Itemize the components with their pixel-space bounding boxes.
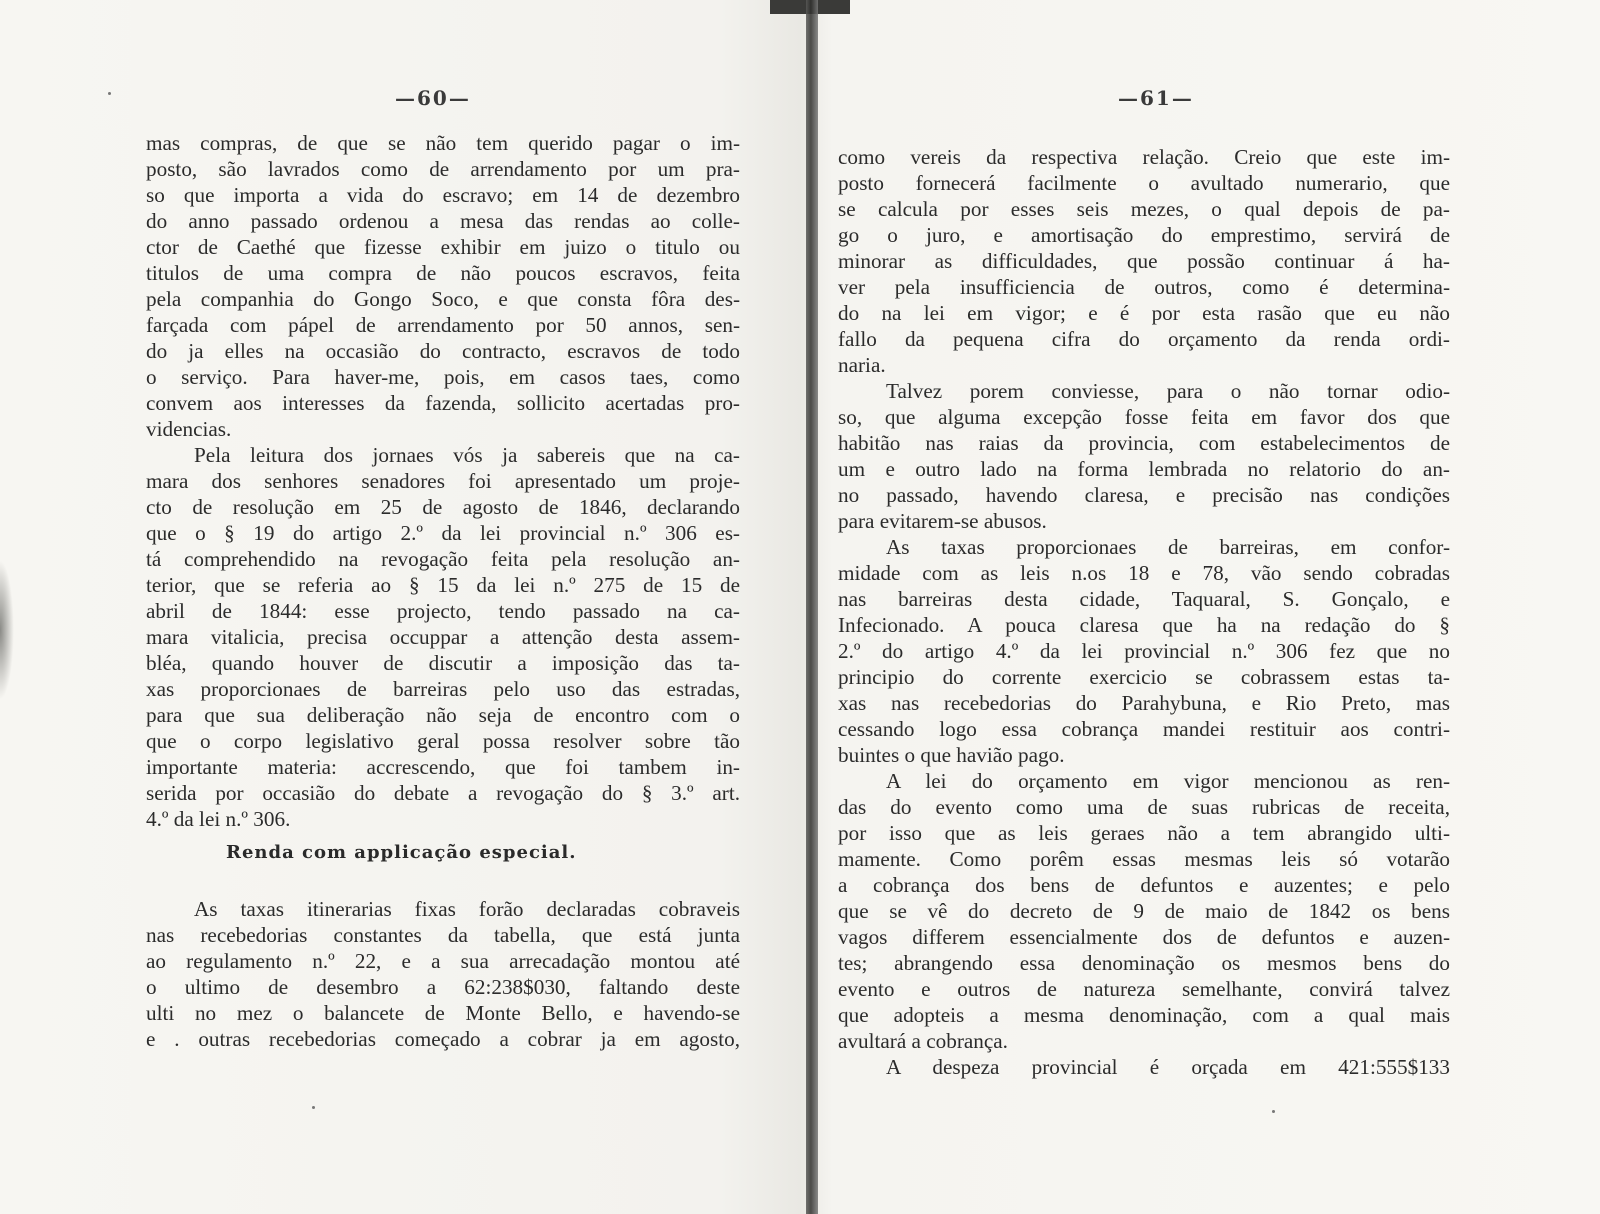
text-line: so que importa a vida do escravo; em 14 de dezembro [146, 183, 740, 207]
paper-speck [108, 92, 111, 95]
text-line: titulos de uma compra de não poucos escravos, feita [146, 261, 740, 285]
text-line: do na lei em vigor; e é por esta rasão que eu não [838, 301, 1450, 325]
paragraph [838, 1054, 1450, 1080]
paper-speck [312, 1106, 315, 1109]
text-line: do anno passado ordenou a mesa das rendas ao colle- [146, 209, 740, 233]
text-line: As taxas itinerarias fixas forão declaradas cobraveis [194, 897, 740, 921]
text-line: A despeza provincial é orçada em 421:555$133 [886, 1055, 1450, 1079]
text-line: videncias. [146, 417, 232, 441]
text-line: As taxas proporcionaes de barreiras, em confor- [886, 535, 1450, 559]
text-line: ver pela insufficiencia de outros, como é determina- [838, 275, 1450, 299]
paragraph [838, 768, 1450, 1054]
text-line: tes; abrangendo essa denominação os mesmos bens do [838, 951, 1450, 975]
text-line: como vereis da respectiva relação. Creio que este im- [838, 145, 1450, 169]
text-line: e . outras recebedorias começado a cobrar ja em agosto, [146, 1027, 740, 1051]
text-line: que o § 19 do artigo 2.º da lei provincial n.º 306 es- [146, 521, 740, 545]
text-line: naria. [838, 353, 886, 377]
text-line: xas proporcionaes de barreiras pelo uso das estradas, [146, 677, 740, 701]
text-line: nas recebedorias constantes da tabella, que está junta [146, 923, 740, 947]
text-line: Talvez porem conviesse, para o não tornar odio- [886, 379, 1450, 403]
text-line: tá comprehendido na revogação feita pela resolução an- [146, 547, 740, 571]
body-text [146, 130, 740, 832]
text-line: xas nas recebedorias do Parahybuna, e Rio Preto, mas [838, 691, 1450, 715]
page-number: —60— [395, 86, 471, 110]
text-line: a cobrança dos bens de defuntos e auzentes; e pelo [838, 873, 1450, 897]
paragraph [838, 378, 1450, 534]
text-line: go o juro, e amortisação do emprestimo, servirá de [838, 223, 1450, 247]
text-line: ctor de Caethé que fizesse exhibir em juizo o titulo ou [146, 235, 740, 259]
text-line: abril de 1844: esse projecto, tendo passado na ca- [146, 599, 740, 623]
text-line: mas compras, de que se não tem querido pagar o im- [146, 131, 740, 155]
text-line: serida por occasião do debate a revogação do § 3.º art. [146, 781, 740, 805]
text-line: pela companhia do Gongo Soco, e que consta fôra des- [146, 287, 740, 311]
paragraph [146, 896, 740, 1052]
paragraph [838, 534, 1450, 768]
text-line: que adopteis a mesma denominação, com a qual mais [838, 1003, 1450, 1027]
text-line: buintes o que havião pago. [838, 743, 1065, 767]
text-line: cessando logo essa cobrança mandei restituir aos contri- [838, 717, 1450, 741]
paper-speck [1272, 1110, 1275, 1113]
text-line: ao regulamento n.º 22, e a sua arrecadação montou até [146, 949, 740, 973]
text-line: para evitarem-se abusos. [838, 509, 1047, 533]
text-line: habitão nas raias da provincia, com estabelecimentos de [838, 431, 1450, 455]
text-line: o ultimo de desembro a 62:238$030, faltando deste [146, 975, 740, 999]
body-text [146, 896, 740, 1052]
text-line: mara vitalicia, precisa occuppar a attenção desta assem- [146, 625, 740, 649]
text-line: Infecionado. A pouca claresa que ha na redação do § [838, 613, 1450, 637]
text-line: vagos differem essencialmente dos de defuntos e auzen- [838, 925, 1450, 949]
text-line: o serviço. Para haver-me, pois, em casos taes, como [146, 365, 740, 389]
text-line: farçada com pápel de arrendamento por 50 annos, sen- [146, 313, 740, 337]
text-line: importante materia: accrescendo, que foi tambem in- [146, 755, 740, 779]
text-line: so, que alguma excepção fosse feita em favor dos que [838, 405, 1450, 429]
text-line: fallo da pequena cifra do orçamento da renda ordi- [838, 327, 1450, 351]
text-line: 4.º da lei n.º 306. [146, 807, 291, 831]
text-line: se calcula por esses seis mezes, o qual depois de pa- [838, 197, 1450, 221]
section-heading: Renda com applicação especial. [226, 842, 577, 863]
text-line: bléa, quando houver de discutir a imposição das ta- [146, 651, 740, 675]
text-line: posto fornecerá facilmente o avultado numerario, que [838, 171, 1450, 195]
paragraph [838, 144, 1450, 378]
text-line: cto de resolução em 25 de agosto de 1846, declarando [146, 495, 740, 519]
paragraph [146, 442, 740, 832]
text-line: nas barreiras desta cidade, Taquaral, S. Gonçalo, e [838, 587, 1450, 611]
text-line: avultará a cobrança. [838, 1029, 1008, 1053]
right-page [818, 0, 1600, 1214]
text-line: evento e outros de natureza semelhante, convirá talvez [838, 977, 1450, 1001]
text-line: do ja elles na occasião do contracto, escravos de todo [146, 339, 740, 363]
text-line: 2.º do artigo 4.º da lei provincial n.º 306 fez que no [838, 639, 1450, 663]
text-line: um e outro lado na forma lembrada no relatorio do an- [838, 457, 1450, 481]
text-line: terior, que se referia ao § 15 da lei n.º 275 de 15 de [146, 573, 740, 597]
text-line: midade com as leis n.os 18 e 78, vão sendo cobradas [838, 561, 1450, 585]
text-line: convem aos interesses da fazenda, sollicito acertadas pro- [146, 391, 740, 415]
text-line: mamente. Como porêm essas mesmas leis só votarão [838, 847, 1450, 871]
text-line: das do evento como uma de suas rubricas de receita, [838, 795, 1450, 819]
text-line: ulti no mez o balancete de Monte Bello, e havendo-se [146, 1001, 740, 1025]
text-line: mara dos senhores senadores foi apresentado um proje- [146, 469, 740, 493]
text-line: que o corpo legislativo geral possa resolver sobre tão [146, 729, 740, 753]
body-text [838, 144, 1450, 1080]
text-line: minorar as difficuldades, que possão continuar á ha- [838, 249, 1450, 273]
paragraph [146, 130, 740, 442]
text-line: A lei do orçamento em vigor mencionou as ren- [886, 769, 1450, 793]
text-line: por isso que as leis geraes não a tem abrangido ulti- [838, 821, 1450, 845]
text-line: posto, são lavrados como de arrendamento por um pra- [146, 157, 740, 181]
text-line: que se vê do decreto de 9 de maio de 1842 os bens [838, 899, 1450, 923]
text-line: Pela leitura dos jornaes vós ja sabereis que na ca- [194, 443, 740, 467]
text-line: no passado, havendo claresa, e precisão nas condições [838, 483, 1450, 507]
text-line: para que sua deliberação não seja de encontro com o [146, 703, 740, 727]
book-gutter [806, 0, 818, 1214]
text-line: principio do corrente exercicio se cobrassem estas ta- [838, 665, 1450, 689]
page-number: —61— [1118, 86, 1194, 110]
